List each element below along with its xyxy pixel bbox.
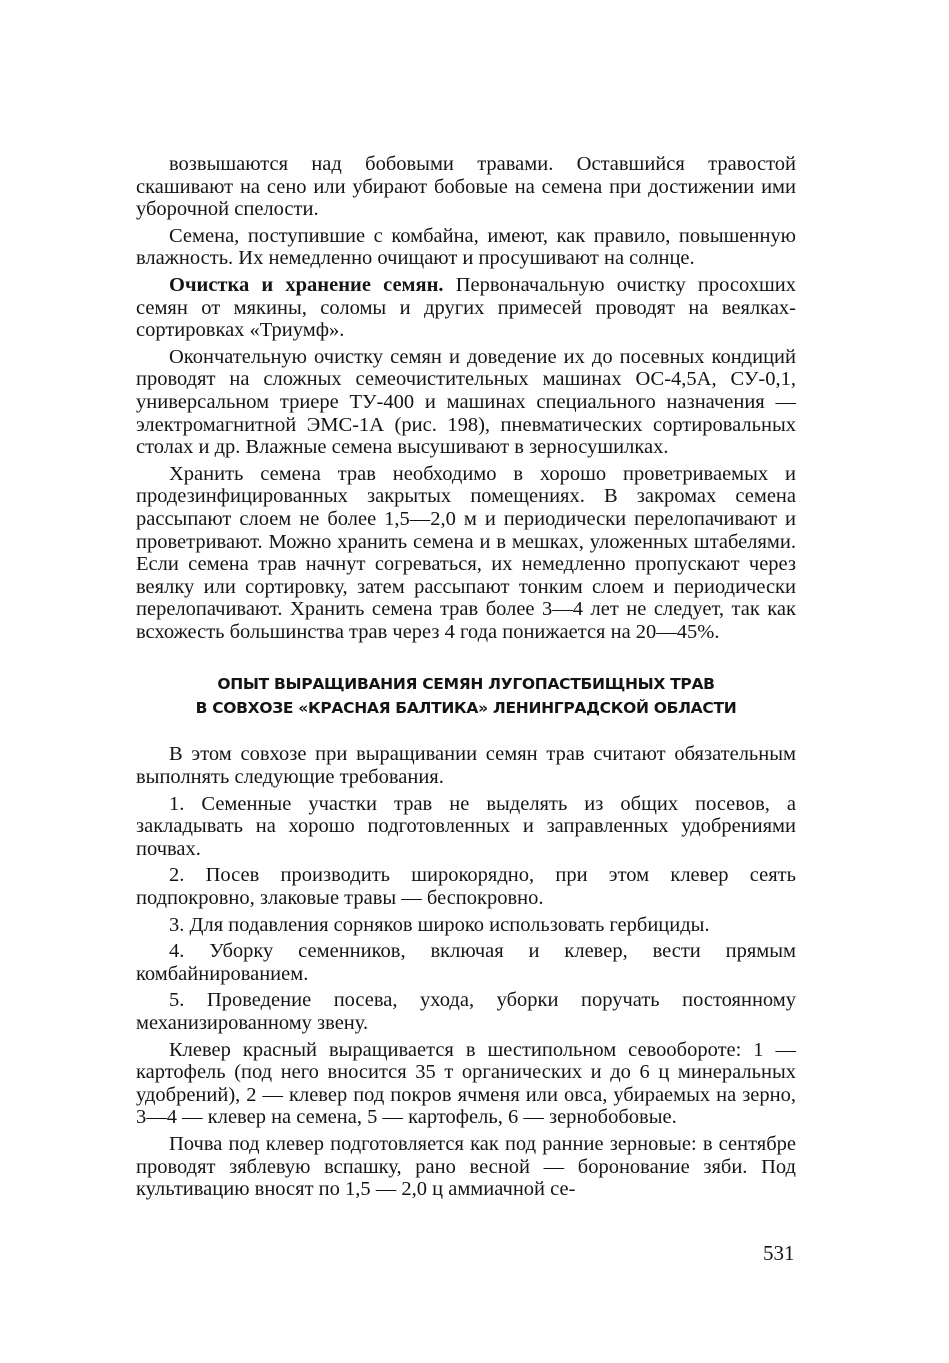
paragraph: В этом совхозе при выращивании семян трав считают обязательным выполнять следующие требования. bbox=[136, 743, 796, 789]
section-heading-line: В СОВХОЗЕ «КРАСНАЯ БАЛТИКА» ЛЕНИНГРАДСКОЙ ОБЛАСТИ bbox=[195, 698, 737, 717]
list-item: 2. Посев производить широкорядно, при этом клевер сеять подпокровно, злаковые травы — беспокровно. bbox=[136, 864, 796, 910]
paragraph-text: Первоначальную очистку просохших семян от мякины, соломы и других примесей проводят на веялках-сортировках «Триумф». bbox=[136, 273, 796, 342]
paragraph: Окончательную очистку семян и доведение их до посевных кондиций проводят на сложных семеочистительных машинах ОС-4,5А, СУ-0,1, универсальном триере ТУ-400 и машинах специального назначения — электромагнитной ЭМС-1А (рис. 198), пневматических сортировальных столах и др. Влажные семена высушивают в зерносушилках. bbox=[136, 345, 796, 459]
list-item: 4. Уборку семенников, включая и клевер, вести прямым комбайнированием. bbox=[136, 940, 796, 985]
paragraph: Почва под клевер подготовляется как под ранние зерновые: в сентябре проводят зяблевую вспашку, рано весной — боронование зяби. Под культивацию вносят по 1,5 — 2,0 ц аммиачной се- bbox=[136, 1132, 796, 1201]
paragraph: Семена, поступившие с комбайна, имеют, как правило, повышенную влажность. Их немедленно очищают и просушивают на солнце. bbox=[136, 224, 796, 270]
paragraph: возвышаются над бобовыми травами. Оставшийся травостой скашивают на сено или убирают бобовые на семена при достижении ими уборочной спелости. bbox=[136, 153, 796, 221]
text-column bbox=[136, 153, 796, 1205]
page-number: 531 bbox=[763, 1241, 795, 1265]
paragraph: Хранить семена трав необходимо в хорошо проветриваемых и продезинфицированных закрытых помещениях. В закромах семена рассыпают слоем не более 1,5—2,0 м и периодически перелопачивают и проветривают. Можно хранить семена и в мешках, уложенных штабелями. Если семена трав начнут согреваться, их немедленно пропускают через веялку или сортировку, затем рассыпают тонким слоем и периодически перелопачивают. Хранить семена трав более 3—4 лет не следует, так как всхожесть большинства трав через 4 года понижается на 20—45%. bbox=[136, 462, 796, 643]
run-in-heading: Очистка и хранение семян. bbox=[169, 273, 444, 296]
list-item: 1. Семенные участки трав не выделять из общих посевов, а закладывать на хорошо подготовленных и заправленных удобрениями почвах. bbox=[136, 792, 796, 860]
section-heading bbox=[136, 673, 796, 720]
list-item: 3. Для подавления сорняков широко использовать гербициды. bbox=[169, 913, 710, 936]
section-heading-line: ОПЫТ ВЫРАЩИВАНИЯ СЕМЯН ЛУГОПАСТБИЩНЫХ ТРАВ bbox=[217, 675, 715, 694]
paragraph bbox=[136, 274, 796, 342]
list-item: 5. Проведение посева, ухода, уборки поручать постоянному механизированному звену. bbox=[136, 989, 796, 1034]
paragraph: Клевер красный выращивается в шестипольном севообороте: 1 — картофель (под него вносится 35 т органических и до 6 ц минеральных удобрений), 2 — клевер под покров ячменя или овса, убираемых на зерно, 3—4 — клевер на семена, 5 — картофель, 6 — зернобобовые. bbox=[136, 1038, 796, 1129]
